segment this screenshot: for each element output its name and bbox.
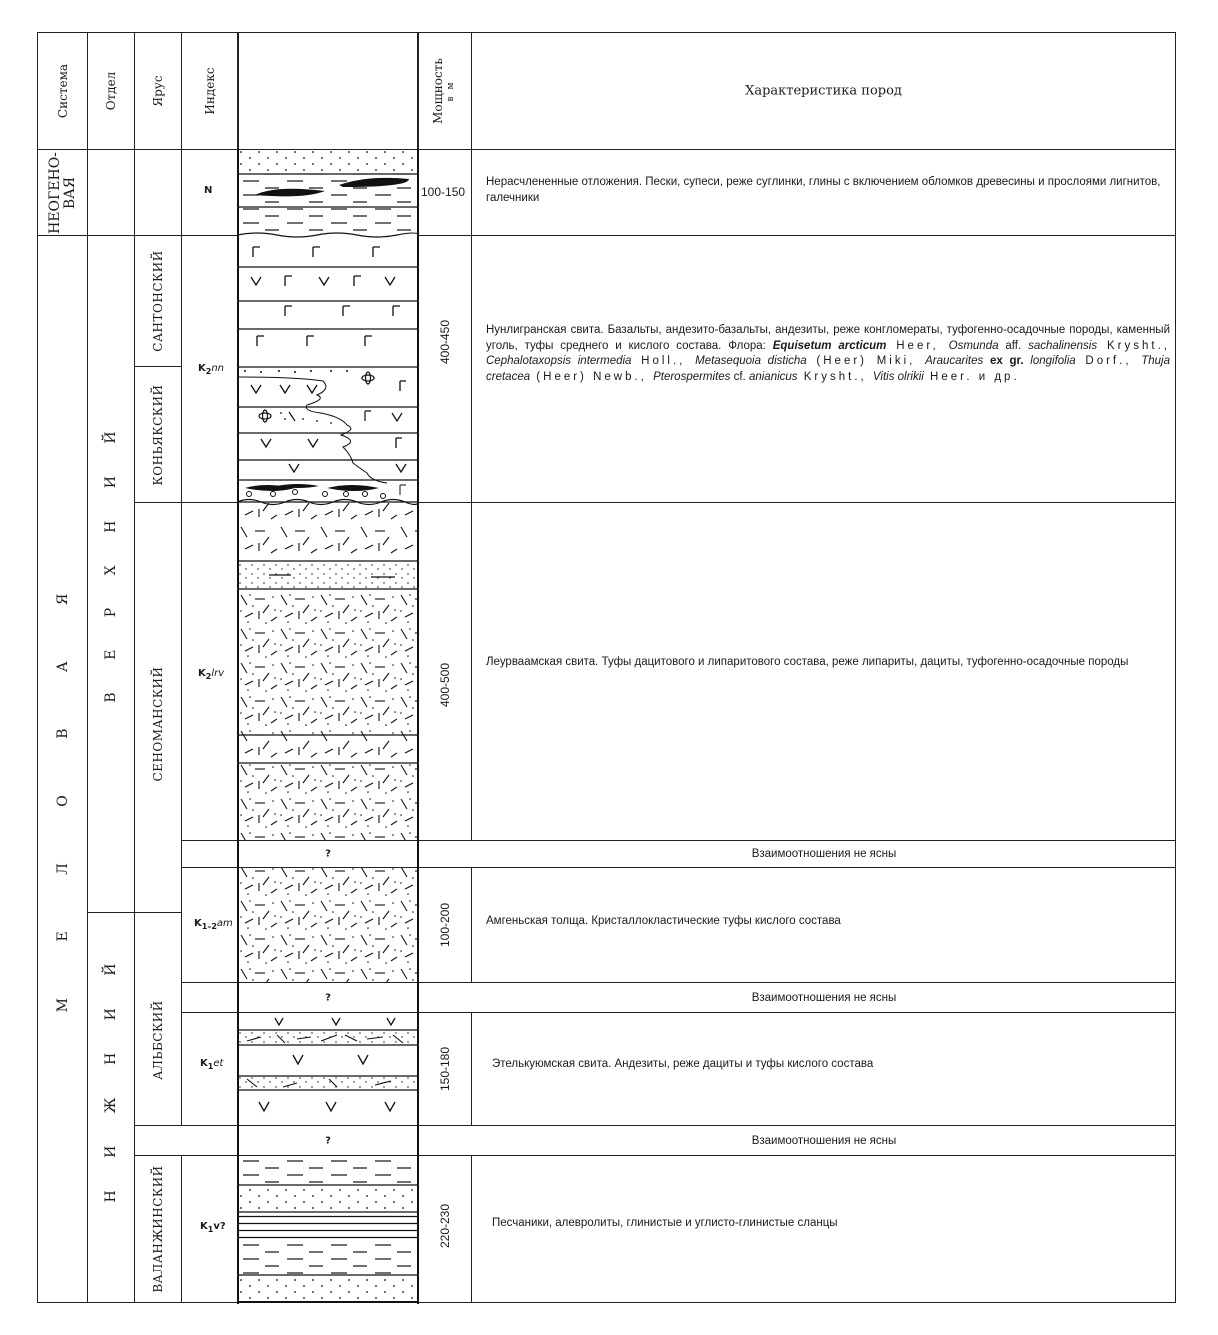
gap-1-text: Взаимоотношения не ясны [751, 848, 897, 860]
header-sistema [37, 32, 88, 150]
header-sistema-label: Система [55, 63, 70, 119]
desc-n [471, 149, 1176, 236]
gap-2-right [418, 982, 1176, 1013]
index-n-label: N [204, 185, 213, 196]
stage-santonian [134, 235, 182, 367]
desc-k1et-text: Этелькуюмская свита. Андезиты, реже дациты и туфы кислого состава [492, 1058, 874, 1070]
index-k2nn-label: $K_2nn$ [198, 363, 225, 376]
index-k2lrv-label: $K_2lrv$ [198, 668, 225, 681]
thickness-k2nn [418, 235, 472, 503]
header-moshchnost-unit: в м [446, 80, 456, 102]
thickness-k12am [418, 867, 472, 983]
thickness-n-value: 100-150 [421, 185, 466, 199]
system-neogene [37, 149, 88, 236]
system-cretaceous [37, 235, 88, 1303]
header-otdel-label: Отдел [104, 71, 118, 111]
stage-cenomanian-label: СЕНОМАНСКИЙ [151, 666, 165, 782]
lithology-column [237, 149, 419, 1304]
gap-2-text: Взаимоотношения не ясны [751, 991, 897, 1004]
gap-1-question-mark: ? [325, 848, 331, 860]
header-yarus-label: Ярус [151, 75, 165, 107]
thickness-k12am-value: 100-200 [438, 902, 452, 948]
desc-k2lrv-text: Леурваамская свита. Туфы дацитового и липаритового состава, реже липариты, дациты, туфогенно-осадочные породы [486, 656, 1129, 668]
stage-valanginian-label: ВАЛАНЖИНСКИЙ [151, 1165, 165, 1293]
desc-n-text: Нерасчлененные отложения. Пески, супеси, реже суглинки, глины с включением обломков древесины и прослоями лигнитов, галечники [486, 176, 1161, 204]
thickness-k1et-value: 150-180 [438, 1046, 452, 1092]
header-yarus [134, 32, 182, 150]
header-moshchnost [418, 32, 472, 150]
thickness-k2lrv [418, 502, 472, 841]
index-k12am [181, 867, 238, 983]
thickness-k1v [418, 1155, 472, 1303]
gap-2-question-mark: ? [325, 992, 331, 1003]
gap-3-text: Взаимоотношения не ясны [751, 1134, 897, 1147]
division-upper [87, 235, 135, 913]
system-cretaceous-label: М Е Л О В А Я [54, 568, 71, 1013]
stage-coniacian [134, 366, 182, 503]
stage-valanginian [134, 1155, 182, 1303]
index-k1v-label: $K_1v$? [200, 1221, 226, 1234]
gap-2-left [181, 982, 238, 1013]
system-neogene-line1: НЕОГЕНО- [46, 151, 63, 234]
index-n [181, 149, 238, 236]
thickness-k1v-value: 220-230 [438, 1204, 452, 1249]
index-k12am-label: $K_{1-2}am$ [194, 918, 233, 931]
header-moshchnost-label: Мощность [431, 58, 445, 124]
division-lower-label: Н И Ж Н И Й [103, 949, 119, 1203]
stage-albian [134, 912, 182, 1126]
thickness-k2nn-value: 400-450 [438, 320, 452, 365]
index-k1et [181, 1012, 238, 1126]
header-indeks-label: Индекс [202, 67, 217, 115]
desc-k12am-text: Амгеньская толща. Кристаллокластические туфы кислого состава [486, 915, 841, 927]
stage-neogene-empty [134, 149, 182, 236]
stage-coniacian-label: КОНЬЯКСКИЙ [151, 383, 165, 486]
division-neogene-empty [87, 149, 135, 236]
thickness-k1et [418, 1012, 472, 1126]
division-upper-label: В Е Р Х Н И Й [103, 417, 119, 704]
desc-k2nn-text: Нунлигранская свита. Базальты, андезито-базальты, андезиты, реже конгломераты, туфогенно-осадочные породы, каменный уголь, туфы среднего и кислого состава. Флора: Equisetum arcticum Heer, Osmunda aff. sachalinensis Krysht., Cephalotaxopsis intermedia Holl., Metasequoia disticha (Heer) Miki, Araucarites ex gr. longifolia Dorf., Thuja cretacea (Heer) Newb., Pterospermites cf. anianicus Krysht., Vitis olrikii Heer. и др. [486, 324, 1171, 383]
header-moshchnost-wrap [432, 58, 458, 124]
index-k1v [181, 1155, 238, 1303]
system-neogene-line2: ВАЯ [61, 176, 78, 209]
header-lithology [237, 32, 419, 150]
header-kharakteristika [471, 32, 1176, 150]
division-lower [87, 912, 135, 1303]
header-otdel [87, 32, 135, 150]
desc-k1et [471, 1012, 1176, 1126]
desc-k2lrv [471, 502, 1176, 841]
desc-k12am [471, 867, 1176, 983]
index-k2lrv [181, 502, 238, 841]
thickness-k2lrv-value: 400-500 [438, 662, 452, 707]
stage-cenomanian [134, 502, 182, 913]
gap-3-question-mark: ? [325, 1135, 331, 1146]
header-kharakteristika-label: Характеристика пород [745, 83, 902, 99]
index-k1et-label: $K_1et$ [200, 1058, 224, 1071]
desc-k1v-text: Песчаники, алевролиты, глинистые и углисто-глинистые сланцы [492, 1217, 838, 1229]
thickness-n [418, 149, 472, 236]
gap-1-left [181, 840, 238, 868]
desc-k1v [471, 1155, 1176, 1303]
header-indeks [181, 32, 238, 150]
gap-3-left [134, 1125, 238, 1156]
index-k2nn [181, 235, 238, 503]
stage-santonian-label: САНТОНСКИЙ [151, 250, 165, 352]
gap-1-right [418, 840, 1176, 868]
desc-k2nn [471, 235, 1176, 503]
gap-3-right [418, 1125, 1176, 1156]
stage-albian-label: АЛЬБСКИЙ [151, 1000, 165, 1080]
